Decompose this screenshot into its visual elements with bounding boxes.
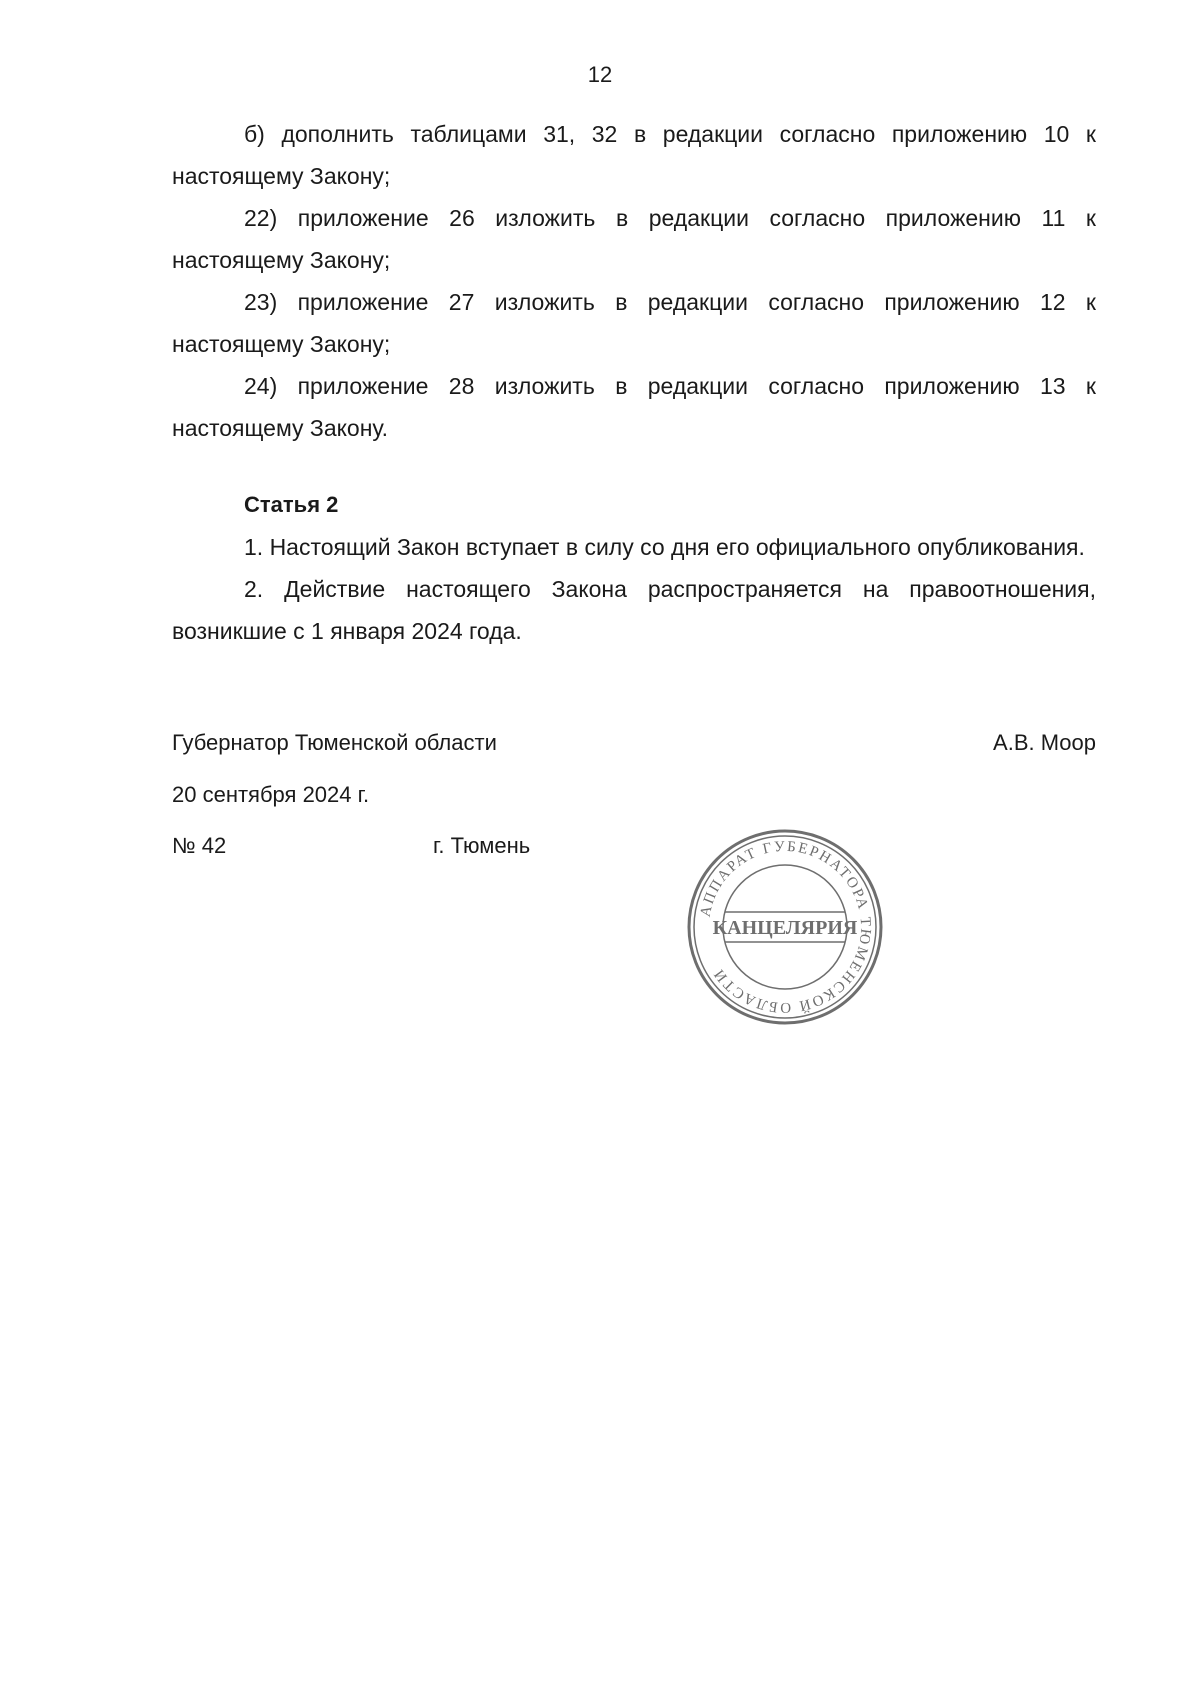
article-paragraph: 2. Действие настоящего Закона распространяется на правоотношения, возникшие с 1 января 2024 года. [172, 576, 1096, 644]
paragraph: б) дополнить таблицами 31, 32 в редакции согласно приложению 10 к настоящему Закону; [172, 121, 1096, 189]
signer-name: А.В. Моор [993, 730, 1096, 755]
page-number: 12 [587, 62, 613, 87]
seal-center-text: КАНЦЕЛЯРИЯ [712, 917, 858, 939]
law-number: № 42 [172, 833, 227, 858]
paragraph: 24) приложение 28 изложить в редакции согласно приложению 13 к настоящему Закону. [172, 373, 1096, 441]
signing-date: 20 сентября 2024 г. [172, 782, 370, 807]
paragraph: 22) приложение 26 изложить в редакции согласно приложению 11 к настоящему Закону; [172, 205, 1096, 273]
article-paragraph: 1. Настоящий Закон вступает в силу со дня его официального опубликования. [244, 534, 1085, 560]
signer-position: Губернатор Тюменской области [172, 730, 497, 755]
seal-ring-text: АППАРАТ ГУБЕРНАТОРА ТЮМЕНСКОЙ ОБЛАСТИ [697, 838, 874, 1016]
paragraph: 23) приложение 27 изложить в редакции согласно приложению 12 к настоящему Закону; [172, 289, 1096, 357]
city: г. Тюмень [433, 833, 531, 858]
article-title: Статья 2 [244, 492, 339, 517]
official-seal [685, 827, 885, 1027]
document-body [172, 113, 1096, 652]
